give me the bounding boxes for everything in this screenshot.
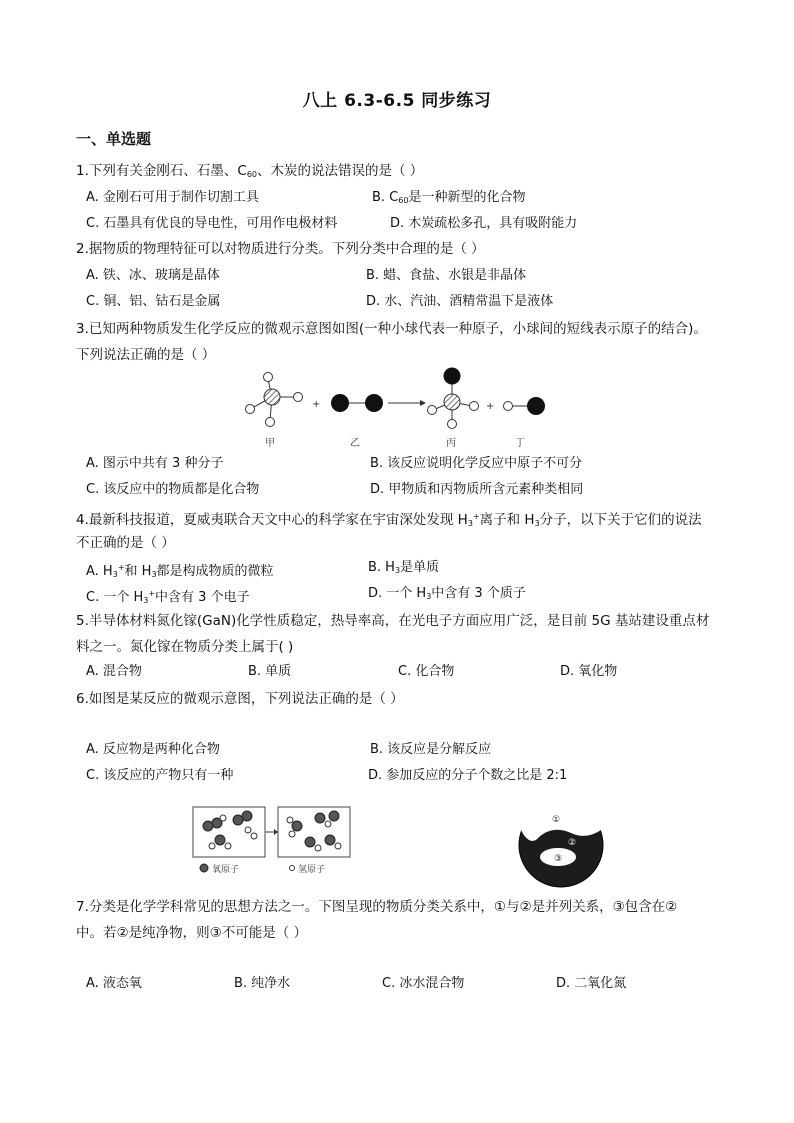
q1-stem-text-end: 、木炭的说法错误的是（ ）	[257, 163, 424, 179]
q4-b-post: 是单质	[400, 560, 440, 575]
q4-a-mid: 和 H	[124, 564, 152, 579]
q1-option-a[interactable]: A. 金刚石可用于制作切割工具	[86, 190, 259, 205]
molecule-yi	[331, 394, 383, 412]
q7-option-a[interactable]: A. 液态氧	[86, 976, 142, 991]
q1-option-b-post: 是一种新型的化合物	[408, 190, 526, 205]
arrow-head	[274, 829, 278, 835]
mark-2: ②	[568, 838, 577, 848]
q6-option-a[interactable]: A. 反应物是两种化合物	[86, 742, 220, 757]
q6-option-c[interactable]: C. 该反应的产物只有一种	[86, 768, 234, 783]
atom-h	[504, 402, 513, 411]
mark-3: ③	[554, 854, 563, 864]
q3-option-b[interactable]: B. 该反应说明化学反应中原子不可分	[370, 456, 583, 471]
atom-dark	[444, 368, 461, 385]
q5-option-c[interactable]: C. 化合物	[398, 664, 455, 679]
page-title: 八上 6.3-6.5 同步练习	[302, 91, 492, 111]
label-bing: 丙	[446, 438, 456, 449]
q4-stem-b: 离子和 H	[479, 512, 535, 528]
q4-sub: 3	[534, 519, 540, 528]
section-heading: 一、单选题	[76, 130, 152, 148]
q4-sub: 3	[151, 570, 157, 579]
q6-option-b[interactable]: B. 该反应是分解反应	[370, 742, 492, 757]
question-6-stem: 6.如图是某反应的微观示意图，下列说法正确的是（ ）	[76, 691, 404, 707]
question-5-stem-line2: 料之一。氮化镓在物质分类上属于( )	[76, 639, 294, 655]
q4-option-b[interactable]	[368, 558, 439, 581]
plus-sign: +	[486, 401, 495, 412]
q7-classification-diagram	[516, 800, 606, 890]
atom-h	[428, 406, 437, 415]
q4-sub: 3	[143, 596, 149, 605]
question-7-stem-line1: 7.分类是化学学科常见的思想方法之一。下图呈现的物质分类关系中，①与②是并列关系，③包含在②	[76, 899, 678, 915]
q7-option-b[interactable]: B. 纯净水	[234, 976, 291, 991]
q3-reaction-diagram	[240, 364, 550, 454]
q4-stem-c: 分子，以下关于它们的说法	[539, 512, 702, 528]
q4-c-pre: C. 一个 H	[86, 590, 144, 605]
q2-option-a[interactable]: A. 铁、冰、玻璃是晶体	[86, 268, 220, 283]
q7-option-c[interactable]: C. 冰水混合物	[382, 976, 465, 991]
q5-option-b[interactable]: B. 单质	[248, 664, 292, 679]
q6-option-d[interactable]: D. 参加反应的分子个数之比是 2:1	[368, 768, 568, 783]
q3-option-a[interactable]: A. 图示中共有 3 种分子	[86, 456, 224, 471]
q1-option-d[interactable]: D. 木炭疏松多孔，具有吸附能力	[390, 216, 578, 231]
question-3-stem-line2: 下列说法正确的是（ ）	[76, 347, 216, 363]
atom-dark	[331, 394, 349, 412]
atom-dark	[527, 397, 545, 415]
q2-option-b[interactable]: B. 蜡、食盐、水银是非晶体	[366, 268, 527, 283]
question-4-stem-line2: 不正确的是（ ）	[76, 535, 175, 551]
atom-h	[294, 393, 303, 402]
label-yi: 乙	[350, 438, 360, 449]
question-5-stem-line1: 5.半导体材料氮化镓(GaN)化学性质稳定，热导率高，在光电子方面应用广泛，是目前 5G 基站建设重点材	[76, 613, 710, 629]
question-1-stem	[76, 158, 726, 188]
oxygen-legend-icon	[200, 864, 208, 872]
arrow-head	[420, 400, 426, 406]
q1-option-b[interactable]	[372, 188, 525, 211]
legend-oxygen: 氧原子	[212, 865, 240, 875]
atom-center	[444, 394, 460, 410]
atom-h	[246, 405, 255, 414]
q1-stem-text: 1.下列有关金刚石、石墨、C	[76, 163, 247, 179]
q4-stem-a: 4.最新科技报道，夏威夷联合天文中心的科学家在宇宙深处发现 H	[76, 512, 468, 528]
q4-sup: +	[472, 512, 480, 521]
mark-1: ①	[552, 815, 561, 825]
atom-h	[448, 420, 457, 429]
q4-c-post: 中含有 3 个电子	[155, 590, 250, 605]
q3-option-d[interactable]: D. 甲物质和丙物质所含元素种类相同	[370, 482, 584, 497]
q1-option-b-sub: 60	[398, 196, 409, 205]
q2-option-c[interactable]: C. 铜、铝、钴石是金属	[86, 294, 221, 309]
q4-d-post: 中含有 3 个质子	[431, 586, 526, 601]
q4-sup: +	[117, 563, 125, 572]
atom-h	[470, 402, 479, 411]
q4-sup: +	[148, 589, 156, 598]
plus-sign: +	[312, 399, 321, 410]
q4-option-a[interactable]	[86, 558, 274, 585]
q4-option-d[interactable]	[368, 584, 526, 607]
q4-d-pre: D. 一个 H	[368, 586, 427, 601]
question-7-stem-line2: 中。若②是纯净物，则③不可能是（ ）	[76, 925, 307, 941]
q7-option-d[interactable]: D. 二氧化氮	[556, 976, 627, 991]
label-ding: 丁	[515, 438, 525, 449]
q4-sub: 3	[467, 519, 473, 528]
q2-option-d[interactable]: D. 水、汽油、酒精常温下是液体	[366, 294, 554, 309]
q6-reaction-diagram	[190, 804, 360, 876]
q4-a-pre: A. H	[86, 564, 113, 579]
q4-option-c[interactable]	[86, 584, 250, 611]
molecule-jia	[246, 373, 303, 427]
question-3-stem-line1: 3.已知两种物质发生化学反应的微观示意图如图(一种小球代表一种原子，小球间的短线表示原子的结合)。	[76, 321, 707, 337]
q4-sub: 3	[394, 566, 401, 575]
reactant-box	[193, 807, 265, 857]
hydrogen-legend-icon	[290, 866, 295, 871]
q3-option-c[interactable]: C. 该反应中的物质都是化合物	[86, 482, 260, 497]
q1-option-c[interactable]: C. 石墨具有优良的导电性，可用作电极材料	[86, 216, 338, 231]
q1-subscript: 60	[246, 170, 257, 179]
molecule-ding	[504, 397, 546, 415]
atom-center	[264, 389, 280, 405]
q1-option-b-pre: B. C	[372, 190, 399, 205]
atom-h	[264, 373, 273, 382]
q4-b-pre: B. H	[368, 560, 395, 575]
legend-hydrogen: 氢原子	[298, 865, 326, 875]
molecule-bing	[428, 368, 479, 429]
q4-a-post: 都是构成物质的微粒	[156, 564, 274, 579]
label-jia: 甲	[265, 438, 275, 449]
atom-h	[266, 418, 275, 427]
question-2-stem: 2.据物质的物理特征可以对物质进行分类。下列分类中合理的是（ ）	[76, 241, 485, 257]
q4-sub: 3	[112, 570, 118, 579]
atom-dark	[365, 394, 383, 412]
q4-sub: 3	[426, 592, 432, 601]
q5-option-d[interactable]: D. 氧化物	[560, 664, 618, 679]
q5-option-a[interactable]: A. 混合物	[86, 664, 142, 679]
